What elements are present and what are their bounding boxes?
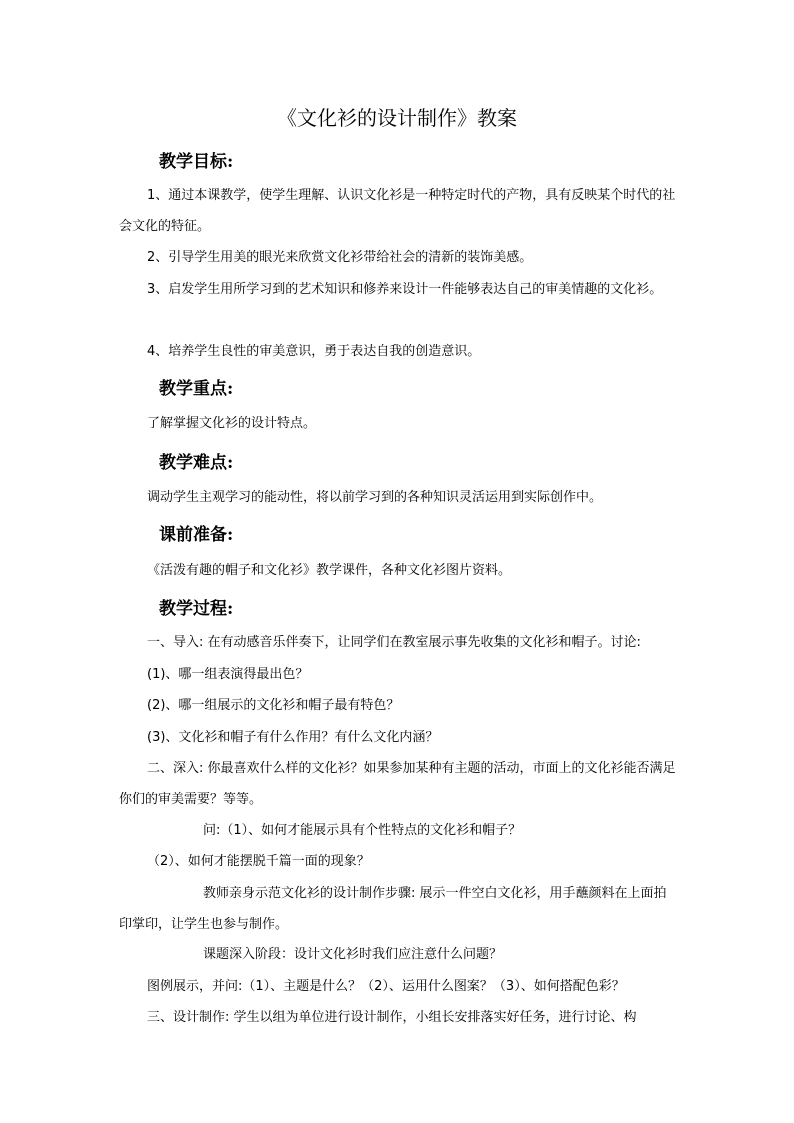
- process-line-stage: 课题深入阶段：设计文化衫时我们应注意什么问题？: [203, 947, 503, 962]
- process-line-demo: 教师亲身示范文化衫的设计制作步骤: 展示一件空白文化衫，用手蘸颜料在上面拍印掌印，让学生也参与制作。: [119, 886, 667, 932]
- process-heading: 教学过程:: [159, 599, 234, 619]
- key-points-text: 了解掌握文化衫的设计特点。: [147, 416, 317, 431]
- preparation-text: 《活泼有趣的帽子和文化衫》教学课件，各种文化衫图片资料。: [147, 563, 512, 578]
- process-line-q1: (1)、哪一组表演得最出色？: [147, 667, 309, 682]
- objective-item-1: 1、通过本课教学，使学生理解、认识文化衫是一种特定时代的产物，具有反映某个时代的社会文化的特征。: [119, 188, 676, 234]
- process-line-design: 三、设计制作: 学生以组为单位进行设计制作，小组长安排落实好任务，进行讨论、构: [147, 1010, 637, 1025]
- process-line-q2: (2)、哪一组展示的文化衫和帽子最有特色？: [147, 698, 400, 713]
- difficulties-text: 调动学生主观学习的能动性，将以前学习到的各种知识灵活运用到实际创作中。: [147, 490, 603, 505]
- key-points-heading: 教学重点:: [159, 379, 234, 399]
- objectives-heading: 教学目标:: [159, 152, 234, 172]
- process-line-ask1: 问:（1）、如何才能展示具有个性特点的文化衫和帽子？: [203, 823, 522, 838]
- process-line-intro: 一、导入: 在有动感音乐伴奏下，让同学们在教室展示事先收集的文化衫和帽子。讨论:: [147, 635, 641, 650]
- objective-item-3: 3、启发学生用所学习到的艺术知识和修养来设计一件能够表达自己的审美情趣的文化衫。: [147, 282, 663, 297]
- process-line-q3: (3)、文化衫和帽子有什么作用？有什么文化内涵？: [147, 730, 439, 745]
- process-line-deepen: 二、深入: 你最喜欢什么样的文化衫？如果参加某种有主题的活动，市面上的文化衫能否满足你们的审美需要？等等。: [119, 761, 676, 807]
- objective-item-4: 4、培养学生良性的审美意识，勇于表达自我的创造意识。: [147, 344, 481, 359]
- document-title: 《文化衫的设计制作》教案: [277, 106, 517, 130]
- process-line-examples: 图例展示，并问:（1）、主题是什么？（2）、运用什么图案？（3）、如何搭配色彩？: [147, 979, 625, 994]
- difficulties-heading: 教学难点:: [159, 453, 234, 473]
- preparation-heading: 课前准备:: [159, 525, 234, 545]
- objective-item-2: 2、引导学生用美的眼光来欣赏文化衫带给社会的清新的装饰美感。: [147, 250, 533, 265]
- process-line-ask2: （2）、如何才能摆脱千篇一面的现象？: [147, 854, 370, 869]
